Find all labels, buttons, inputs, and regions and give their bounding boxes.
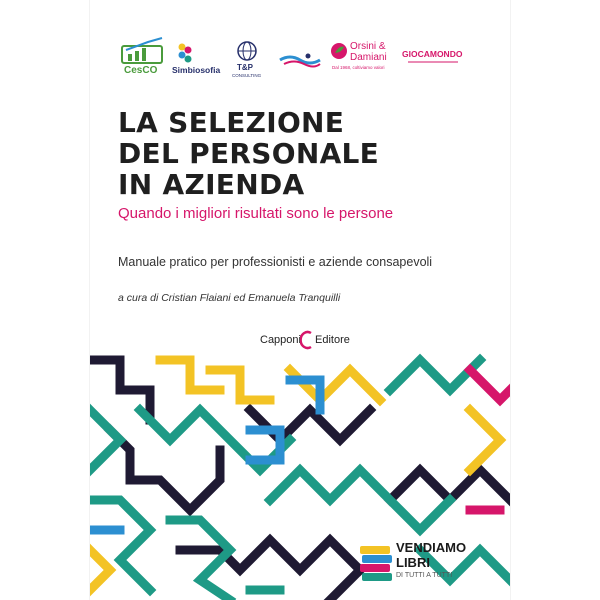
- title-line: IN AZIENDA: [118, 168, 305, 201]
- title-line: LA SELEZIONE: [118, 106, 345, 139]
- tp-consulting-logo: [228, 36, 268, 82]
- swimmer-logo: [278, 36, 322, 82]
- orsini-logo-tagline: Dal 1968, coltiviamo valori: [332, 65, 385, 70]
- simbiosofia-logo-text: Simbiosofia: [172, 65, 221, 75]
- publisher-name-left: Capponi: [260, 334, 301, 346]
- book-subtitle: Quando i migliori risultati sono le persone: [118, 205, 394, 222]
- simbiosofia-logo: [172, 36, 222, 82]
- orsini-logo-line1: Orsini &: [350, 41, 386, 52]
- orsini-logo-line2: Damiani: [350, 52, 387, 63]
- giocamondo-underline: [408, 61, 458, 63]
- book-title: [118, 107, 498, 200]
- giocamondo-logo: [402, 36, 464, 82]
- cesco-logo-text: CesCO: [124, 65, 158, 76]
- title-line: DEL PERSONALE: [118, 137, 380, 170]
- book-tagline: Manuale pratico per professionisti e aziende consapevoli: [118, 255, 433, 269]
- cesco-logo: [118, 36, 170, 82]
- badge-line-2: LIBRI: [396, 555, 430, 570]
- leaf-icon: [330, 42, 348, 60]
- badge-line-1: VENDIAMO: [396, 540, 467, 555]
- sponsor-logos: [90, 36, 510, 82]
- globe-icon: [236, 40, 258, 62]
- publisher-name-right: Editore: [315, 334, 350, 346]
- book-cover: [90, 0, 510, 600]
- flower-icon: [176, 42, 194, 66]
- tp-logo-text: T&P: [237, 63, 253, 72]
- publisher-c-icon: [300, 330, 314, 350]
- badge-line-3: DI TUTTI A TUTTI: [396, 572, 453, 579]
- books-stack-icon: [358, 542, 394, 586]
- vendiamo-libri-badge: [358, 536, 508, 596]
- orsini-damiani-logo: [330, 36, 398, 82]
- swimmer-icon: [278, 50, 322, 70]
- chart-icon: [118, 36, 170, 66]
- book-editors: a cura di Cristian Flaiani ed Emanuela Tranquilli: [118, 292, 341, 304]
- publisher-logo: [260, 330, 360, 352]
- giocamondo-logo-text: GIOCAMONDO: [402, 49, 463, 59]
- tp-logo-subtext: CONSULTING: [232, 73, 262, 78]
